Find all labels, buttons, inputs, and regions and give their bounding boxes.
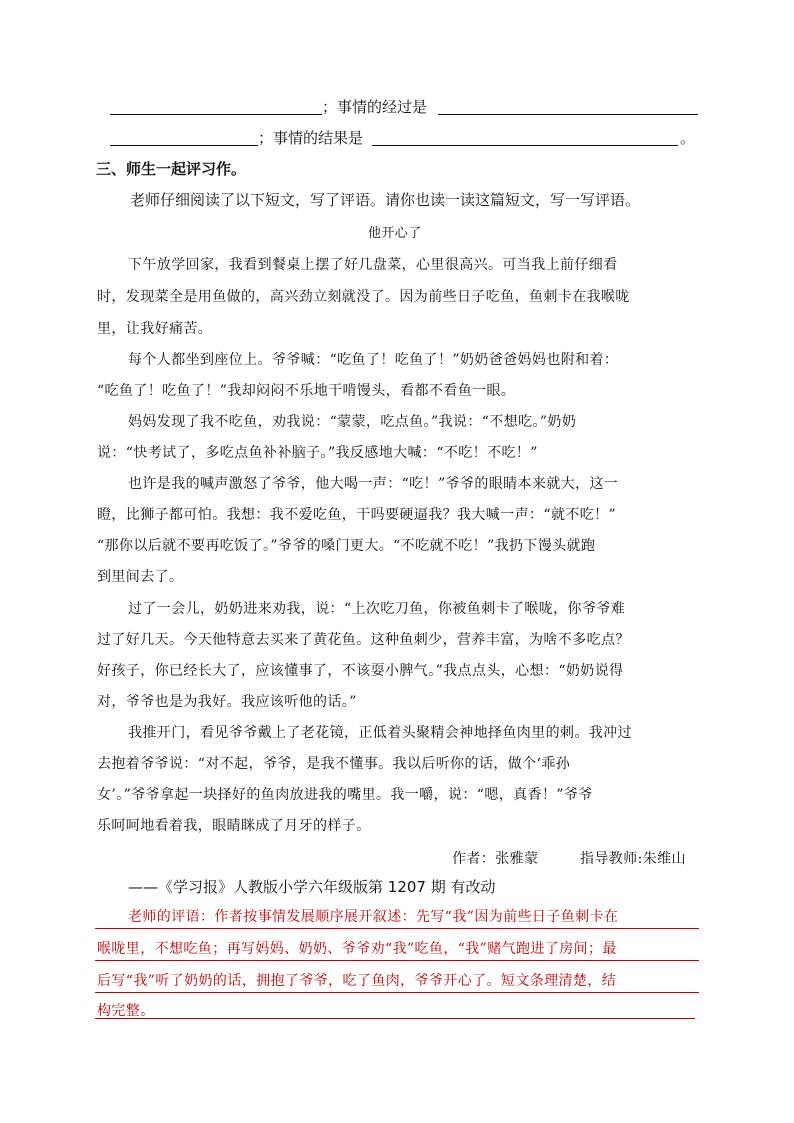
section-heading: 三、师生一起评习作。 (96, 160, 247, 178)
blank-line-2-end: 。 (680, 129, 696, 147)
essay-source: ——《学习报》人教版小学六年级版第 1207 期 有改动 (128, 878, 496, 896)
comment-underline (95, 992, 699, 993)
essay-line: 对，爷爷也是为我好。我应该听他的话。” (97, 694, 357, 710)
essay-line: 过了一会儿，奶奶进来劝我，说：“上次吃刀鱼，你被鱼刺卡了喉咙，你爷爷难 (128, 601, 626, 617)
teacher-comment-line: 老师的评语：作者按事情发展顺序展开叙述：先写“我”因为前些日子鱼刺卡在 (128, 909, 619, 925)
essay-line: 过了好几天。今天他特意去买来了黄花鱼。这种鱼刺少，营养丰富，为啥不多吃点？ (97, 632, 630, 648)
essay-author: 作者：张雅蒙 (452, 851, 539, 867)
essay-teacher: 指导教师:朱维山 (580, 851, 686, 867)
essay-line: 妈妈发现了我不吃鱼，劝我说：“蒙蒙，吃点鱼。”我说：“不想吃。”奶奶 (128, 414, 577, 430)
teacher-comment-line: 后写“我”听了奶奶的话，拥抱了爷爷，吃了鱼肉，爷爷开心了。短文条理清楚，结 (97, 973, 617, 989)
blank-line-2b[interactable] (372, 145, 678, 146)
blank-line-1b[interactable] (438, 114, 698, 115)
essay-line: 时，发现菜全是用鱼做的，高兴劲立刻就没了。因为前些日子吃鱼，鱼刺卡在我喉咙 (97, 289, 630, 305)
blank-line-1a[interactable] (110, 114, 322, 115)
comment-underline (95, 1018, 695, 1019)
blank-line-1-label: ；事情的经过是 (322, 98, 428, 116)
essay-line: 也许是我的喊声激怒了爷爷，他大喝一声：“吃！”爷爷的眼睛本来就大，这一 (128, 476, 619, 492)
essay-line: 去抱着爷爷说：“对不起，爷爷，是我不懂事。我以后听你的话，做个‘乖孙 (97, 756, 571, 772)
essay-line: “吃鱼了！吃鱼了！”我却闷闷不乐地干啃馒头，看都不看鱼一眼。 (97, 383, 516, 399)
essay-line: 每个人都坐到座位上。爷爷喊：“吃鱼了！吃鱼了！”奶奶爸爸妈妈也附和着： (128, 352, 619, 368)
teacher-comment-line: 喉咙里，不想吃鱼；再写妈妈、奶奶、爷爷劝“我”吃鱼，“我”赌气跑进了房间；最 (97, 941, 617, 957)
essay-line: 瞪，比狮子都可怕。我想：我不爱吃鱼，干吗要硬逼我？我大喊一声：“就不吃！” (97, 507, 617, 523)
essay-line: 到里间去了。 (97, 569, 184, 585)
essay-line: 里，让我好痛苦。 (97, 321, 213, 337)
essay-line: 乐呵呵地看着我，眼睛眯成了月牙的样子。 (97, 818, 371, 834)
comment-underline (95, 960, 699, 961)
blank-line-2a[interactable] (110, 145, 258, 146)
instruction-text: 老师仔细阅读了以下短文，写了评语。请你也读一读这篇短文，写一写评语。 (130, 191, 641, 209)
blank-line-2-label: ；事情的结果是 (258, 129, 364, 147)
teacher-comment-line: 构完整。 (97, 1003, 155, 1019)
essay-line: 女’。”爷爷拿起一块择好的鱼肉放进我的嘴里。我一嚼，说：“嗯，真香！”爷爷 (97, 787, 593, 803)
essay-title: 他开心了 (368, 226, 422, 241)
essay-line: 说：“快考试了，多吃点鱼补补脑子。”我反感地大喊：“不吃！不吃！” (97, 445, 538, 461)
essay-line: 我推开门，看见爷爷戴上了老花镜，正低着头聚精会神地择鱼肉里的刺。我冲过 (128, 725, 632, 741)
essay-line: 好孩子，你已经长大了，应该懂事了，不该耍小脾气。”我点点头，心想：“奶奶说得 (97, 663, 624, 679)
essay-line: “那你以后就不要再吃饭了。”爷爷的嗓门更大。“不吃就不吃！”我扔下馒头就跑 (97, 538, 596, 554)
essay-line: 下午放学回家，我看到餐桌上摆了好几盘菜，心里很高兴。可当我上前仔细看 (128, 257, 618, 273)
comment-underline (95, 928, 699, 929)
